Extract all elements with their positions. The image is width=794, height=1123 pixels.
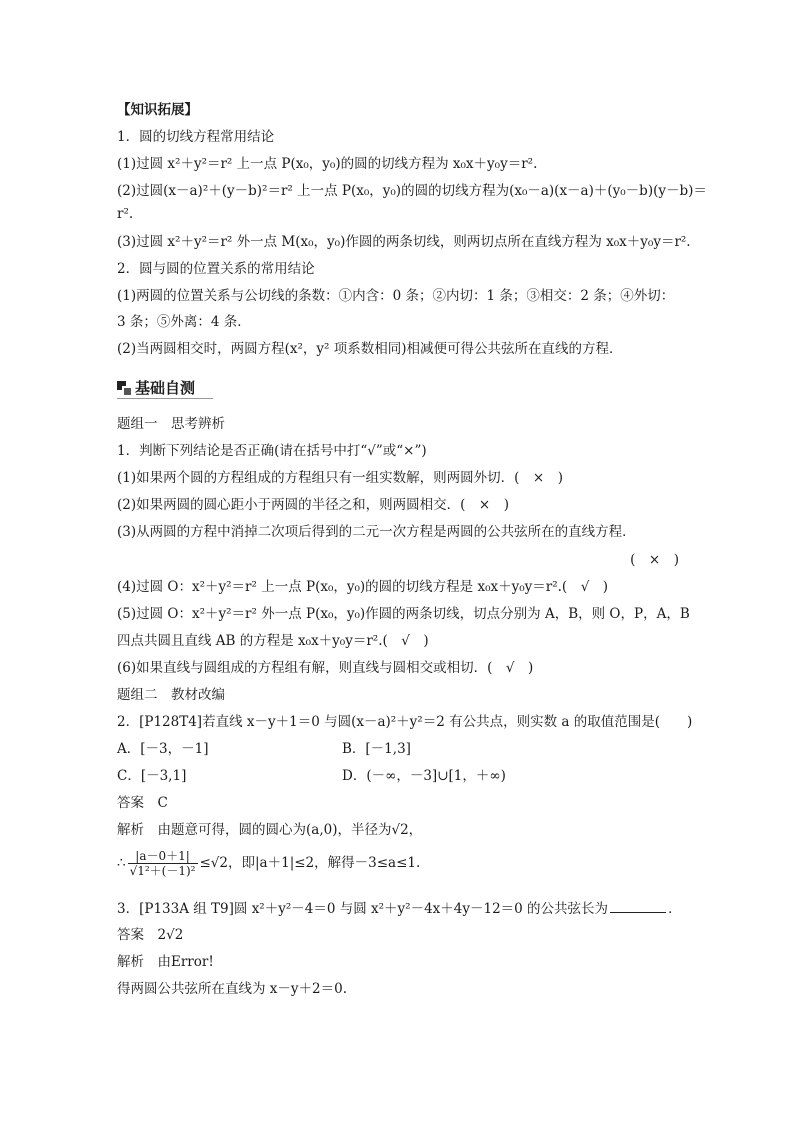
q2-stem: 2．[P128T4]若直线 x－y＋1＝0 与圆(x－a)²＋y²＝2 有公共点，则实数 a 的取值范围是( ): [117, 714, 693, 730]
group2-label: 题组二 教材改编: [117, 687, 225, 703]
statement-4: (4)过圆 O：x²＋y²＝r² 上一点 P(x₀，y₀)的圆的切线方程是 x₀x＋y₀y＝r².( √ ): [117, 579, 609, 595]
section-square-icon: [117, 381, 131, 395]
answer-blank: [610, 898, 666, 913]
item1-title: 1．圆的切线方程常用结论: [117, 129, 275, 145]
option-c: C．[－3,1]: [117, 768, 187, 784]
statement-3-mark: ( × ): [630, 552, 679, 568]
q3-answer: 答案 2√2: [117, 927, 184, 943]
statement-5a: (5)过圆 O：x²＋y²＝r² 外一点 P(x₀，y₀)作圆的两条切线，切点分别为 A，B，则 O，P，A，B: [117, 606, 690, 622]
fraction-denominator: √1²＋(－1)²: [129, 864, 196, 878]
section-title: 基础自测: [135, 379, 196, 397]
q2-formula: [117, 848, 420, 878]
statement-3: (3)从两圆的方程中消掉二次项后得到的二元一次方程是两圆的公共弦所在的直线方程．: [117, 524, 636, 540]
q2-formula-tail: ≤√2，即|a＋1|≤2，解得－3≤a≤1.: [199, 855, 421, 871]
section-header: [117, 377, 195, 398]
therefore-symbol: ∴: [117, 855, 126, 871]
statement-6: (6)如果直线与圆组成的方程组有解，则直线与圆相交或相切．( √ ): [117, 660, 534, 676]
item2-line2: (2)当两圆相交时，两圆方程(x²，y² 项系数相同)相减便可得公共弦所在直线的方程．: [117, 341, 623, 357]
fraction-numerator: |a－0＋1|: [128, 849, 198, 864]
statement-5b: 四点共圆且直线 AB 的方程是 x₀x＋y₀y＝r².( √ ): [117, 633, 429, 649]
option-b: B．[－1,3]: [342, 741, 411, 757]
knowledge-heading: 【知识拓展】: [117, 102, 198, 118]
option-d: D．(－∞，－3]∪[1，＋∞): [342, 768, 506, 784]
item1-line1: (1)过圆 x²＋y²＝r² 上一点 P(x₀，y₀)的圆的切线方程为 x₀x＋y₀y＝r².: [117, 156, 538, 172]
q3-stem-text: 3．[P133A 组 T9]圆 x²＋y²－4＝0 与圆 x²＋y²－4x＋4y－12＝0 的公共弦长为: [117, 901, 609, 917]
item2-line1a: (1)两圆的位置关系与公切线的条数：①内含：0 条；②内切：1 条；③相交：2 条；④外切：: [117, 288, 675, 304]
statement-2: (2)如果两圆的圆心距小于两圆的半径之和，则两圆相交．( × ): [117, 497, 509, 513]
distance-fraction: [128, 849, 198, 878]
item1-line3: (3)过圆 x²＋y²＝r² 外一点 M(x₀，y₀)作圆的两条切线，则两切点所在直线方程为 x₀x＋y₀y＝r².: [117, 234, 691, 250]
q1-stem: 1．判断下列结论是否正确(请在括号中打“√”或“×”): [117, 443, 427, 459]
q3-stem-end: ．: [668, 901, 682, 917]
option-a: A．[－3，－1]: [117, 741, 209, 757]
item2-title: 2．圆与圆的位置关系的常用结论: [117, 261, 315, 277]
statement-1: (1)如果两个圆的方程组成的方程组只有一组实数解，则两圆外切．( × ): [117, 470, 563, 486]
q2-answer: 答案 C: [117, 795, 168, 811]
q2-analysis: 解析 由题意可得，圆的圆心为(a,0)，半径为√2，: [117, 822, 423, 838]
q3-stem: [117, 898, 682, 919]
q3-conclusion: 得两圆公共弦所在直线为 x－y＋2＝0.: [117, 981, 348, 997]
group1-label: 题组一 思考辨析: [117, 416, 225, 432]
q3-analysis: 解析 由Error!: [117, 954, 214, 970]
item2-line1b: 3 条；⑤外离：4 条．: [117, 314, 251, 330]
section-divider: [117, 398, 213, 399]
item1-line2a: (2)过圆(x－a)²＋(y－b)²＝r² 上一点 P(x₀，y₀)的圆的切线方程为(x₀－a)(x－a)＋(y₀－b)(y－b)＝: [117, 183, 707, 199]
item1-line2b: r².: [117, 206, 134, 222]
